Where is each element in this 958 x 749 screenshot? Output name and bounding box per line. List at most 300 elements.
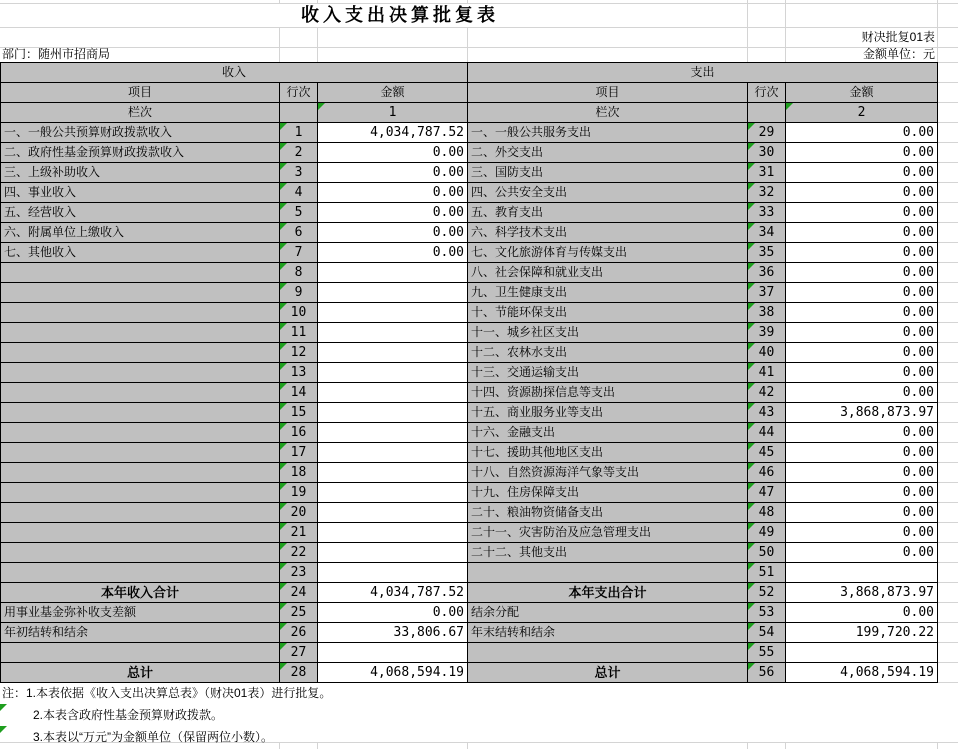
gridline xyxy=(279,47,280,62)
income-item-cell[interactable]: 七、其他收入 xyxy=(1,243,280,263)
income-item-cell[interactable] xyxy=(1,283,280,303)
expense-amount-cell[interactable]: 0.00 xyxy=(786,243,938,263)
flag-triangle-icon xyxy=(280,423,287,430)
flag-triangle-icon xyxy=(280,443,287,450)
flag-triangle-icon xyxy=(280,603,287,610)
expense-amount-cell[interactable]: 0.00 xyxy=(786,363,938,383)
gridline xyxy=(937,482,958,483)
income-item-col-header[interactable]: 项目 xyxy=(1,83,280,103)
income-line-cell[interactable]: 17 xyxy=(280,443,318,463)
income-line-cell[interactable]: 19 xyxy=(280,483,318,503)
expense-amount-cell[interactable]: 0.00 xyxy=(786,163,938,183)
expense-amount-cell[interactable]: 0.00 xyxy=(786,123,938,143)
flag-triangle-icon xyxy=(280,583,287,590)
expense-item-cell[interactable]: 十四、资源勘探信息等支出 xyxy=(468,383,748,403)
income-item-cell[interactable]: 年初结转和结余 xyxy=(1,623,280,643)
income-line-cell[interactable]: 14 xyxy=(280,383,318,403)
income-item-cell[interactable]: 二、政府性基金预算财政拨款收入 xyxy=(1,143,280,163)
income-line-cell[interactable]: 2 xyxy=(280,143,318,163)
flag-triangle-icon xyxy=(748,203,755,210)
expense-section-header[interactable]: 支出 xyxy=(468,63,938,83)
expense-line-cell[interactable]: 56 xyxy=(748,663,786,683)
expense-item-cell[interactable]: 七、文化旅游体育与传媒支出 xyxy=(468,243,748,263)
income-amount-cell[interactable] xyxy=(318,643,468,663)
gridline xyxy=(937,322,958,323)
expense-line-cell[interactable]: 32 xyxy=(748,183,786,203)
income-line-cell[interactable]: 8 xyxy=(280,263,318,283)
expense-line-cell[interactable]: 36 xyxy=(748,263,786,283)
income-line-cell[interactable]: 10 xyxy=(280,303,318,323)
income-section-header[interactable]: 收入 xyxy=(1,63,468,83)
flag-triangle-icon xyxy=(0,704,7,711)
income-item-cell[interactable] xyxy=(1,443,280,463)
income-item-cell[interactable] xyxy=(1,543,280,563)
flag-triangle-icon xyxy=(280,183,287,190)
income-line-col-header[interactable]: 行次 xyxy=(280,83,318,103)
expense-item-cell[interactable]: 十、节能环保支出 xyxy=(468,303,748,323)
expense-amount-cell[interactable]: 0.00 xyxy=(786,443,938,463)
gridline xyxy=(937,27,938,47)
income-amount-cell[interactable]: 4,034,787.52 xyxy=(318,123,468,143)
expense-item-cell[interactable]: 年末结转和结余 xyxy=(468,623,748,643)
gridline xyxy=(317,47,318,62)
expense-line-cell[interactable]: 37 xyxy=(748,283,786,303)
flag-triangle-icon xyxy=(280,303,287,310)
gridline xyxy=(785,27,786,47)
expense-amount-cell[interactable]: 0.00 xyxy=(786,423,938,443)
flag-triangle-icon xyxy=(280,263,287,270)
flag-triangle-icon xyxy=(748,123,755,130)
income-amount-cell[interactable]: 0.00 xyxy=(318,203,468,223)
gridline xyxy=(937,602,958,603)
expense-item-cell[interactable]: 十五、商业服务业等支出 xyxy=(468,403,748,423)
income-line-cell[interactable]: 25 xyxy=(280,603,318,623)
expense-item-cell[interactable]: 十六、金融支出 xyxy=(468,423,748,443)
expense-line-cell[interactable]: 43 xyxy=(748,403,786,423)
flag-triangle-icon xyxy=(280,503,287,510)
expense-line-cell[interactable]: 55 xyxy=(748,643,786,663)
gridline xyxy=(937,202,958,203)
expense-amount-cell[interactable]: 0.00 xyxy=(786,543,938,563)
income-line-cell[interactable]: 20 xyxy=(280,503,318,523)
expense-item-cell[interactable]: 八、社会保障和就业支出 xyxy=(468,263,748,283)
expense-line-cell[interactable]: 40 xyxy=(748,343,786,363)
expense-line-cell[interactable]: 38 xyxy=(748,303,786,323)
expense-amount-cell[interactable]: 0.00 xyxy=(786,143,938,163)
expense-item-cell[interactable]: 十九、住房保障支出 xyxy=(468,483,748,503)
expense-item-cell[interactable]: 结余分配 xyxy=(468,603,748,623)
expense-item-cell[interactable]: 十二、农林水支出 xyxy=(468,343,748,363)
expense-item-cell[interactable]: 六、科学技术支出 xyxy=(468,223,748,243)
flag-triangle-icon xyxy=(786,103,793,110)
gridline xyxy=(937,462,958,463)
flag-triangle-icon xyxy=(280,403,287,410)
income-line-cell[interactable]: 13 xyxy=(280,363,318,383)
income-item-cell[interactable] xyxy=(1,343,280,363)
flag-triangle-icon xyxy=(748,303,755,310)
gridline xyxy=(937,222,958,223)
income-amount-cell[interactable] xyxy=(318,423,468,443)
expense-item-cell[interactable]: 十八、自然资源海洋气象等支出 xyxy=(468,463,748,483)
flag-triangle-icon xyxy=(280,523,287,530)
income-line-cell[interactable]: 4 xyxy=(280,183,318,203)
expense-line-cell[interactable]: 33 xyxy=(748,203,786,223)
expense-amount-cell[interactable]: 0.00 xyxy=(786,503,938,523)
income-line-cell[interactable]: 1 xyxy=(280,123,318,143)
flag-triangle-icon xyxy=(748,523,755,530)
income-line-cell[interactable]: 24 xyxy=(280,583,318,603)
note-line[interactable]: 3.本表以“万元”为金额单位（保留两位小数）。 xyxy=(33,730,274,744)
income-amount-cell[interactable] xyxy=(318,343,468,363)
income-item-cell[interactable] xyxy=(1,323,280,343)
income-amount-cell[interactable]: 0.00 xyxy=(318,603,468,623)
flag-triangle-icon xyxy=(748,543,755,550)
expense-item-cell[interactable]: 二、外交支出 xyxy=(468,143,748,163)
note-line[interactable]: 注：1.本表依据《收入支出决算总表》（财决01表）进行批复。 xyxy=(2,686,332,700)
flag-triangle-icon xyxy=(318,103,325,110)
income-line-cell[interactable]: 23 xyxy=(280,563,318,583)
income-amount-cell[interactable] xyxy=(318,303,468,323)
flag-triangle-icon xyxy=(280,223,287,230)
expense-item-cell[interactable]: 十三、交通运输支出 xyxy=(468,363,748,383)
income-amount-cell[interactable] xyxy=(318,383,468,403)
gridline xyxy=(937,82,958,83)
gridline xyxy=(937,662,958,663)
flag-triangle-icon xyxy=(748,383,755,390)
expense-item-cell[interactable]: 一、一般公共服务支出 xyxy=(468,123,748,143)
flag-triangle-icon xyxy=(748,363,755,370)
flag-triangle-icon xyxy=(748,243,755,250)
income-lanci-cell[interactable]: 栏次 xyxy=(1,103,280,123)
gridline xyxy=(785,47,786,62)
income-item-cell[interactable] xyxy=(1,463,280,483)
gridline xyxy=(937,382,958,383)
expense-amount-cell[interactable]: 0.00 xyxy=(786,463,938,483)
expense-line-cell[interactable]: 46 xyxy=(748,463,786,483)
income-amount-cell[interactable]: 0.00 xyxy=(318,163,468,183)
gridline xyxy=(937,342,958,343)
expense-amount-cell[interactable]: 0.00 xyxy=(786,203,938,223)
income-line-cell[interactable]: 22 xyxy=(280,543,318,563)
expense-line-cell[interactable]: 51 xyxy=(748,563,786,583)
expense-line-cell[interactable]: 42 xyxy=(748,383,786,403)
gridline xyxy=(279,27,280,47)
flag-triangle-icon xyxy=(280,463,287,470)
expense-line-cell[interactable]: 34 xyxy=(748,223,786,243)
flag-triangle-icon xyxy=(280,383,287,390)
income-amount-cell[interactable] xyxy=(318,363,468,383)
flag-triangle-icon xyxy=(748,503,755,510)
gridline xyxy=(785,742,786,749)
flag-triangle-icon xyxy=(748,263,755,270)
expense-amount-cell[interactable]: 0.00 xyxy=(786,603,938,623)
expense-item-cell[interactable]: 十七、援助其他地区支出 xyxy=(468,443,748,463)
gridline xyxy=(937,522,958,523)
flag-triangle-icon xyxy=(748,143,755,150)
income-item-cell[interactable] xyxy=(1,423,280,443)
gridline xyxy=(937,442,958,443)
flag-triangle-icon xyxy=(280,563,287,570)
expense-line-cell[interactable]: 45 xyxy=(748,443,786,463)
expense-line-cell[interactable]: 48 xyxy=(748,503,786,523)
expense-item-cell[interactable]: 二十二、其他支出 xyxy=(468,543,748,563)
income-item-cell[interactable] xyxy=(1,643,280,663)
expense-line-cell[interactable]: 52 xyxy=(748,583,786,603)
expense-line-cell[interactable]: 53 xyxy=(748,603,786,623)
gridline xyxy=(937,562,958,563)
income-amount-cell[interactable]: 0.00 xyxy=(318,223,468,243)
income-amount-cell[interactable] xyxy=(318,523,468,543)
flag-triangle-icon xyxy=(748,463,755,470)
income-item-cell[interactable] xyxy=(1,263,280,283)
gridline xyxy=(467,27,468,47)
income-amount-cell[interactable] xyxy=(318,443,468,463)
gridline xyxy=(747,27,748,47)
income-amount-cell[interactable]: 0.00 xyxy=(318,183,468,203)
flag-triangle-icon xyxy=(748,403,755,410)
expense-item-cell[interactable]: 四、公共安全支出 xyxy=(468,183,748,203)
income-amount-cell[interactable] xyxy=(318,563,468,583)
flag-triangle-icon xyxy=(0,726,7,733)
income-item-cell[interactable] xyxy=(1,503,280,523)
gridline xyxy=(747,47,748,62)
flag-triangle-icon xyxy=(280,283,287,290)
income-line-cell[interactable]: 28 xyxy=(280,663,318,683)
gridline xyxy=(937,162,958,163)
income-amount-cell[interactable]: 0.00 xyxy=(318,243,468,263)
expense-amount-cell[interactable]: 0.00 xyxy=(786,383,938,403)
gridline xyxy=(937,542,958,543)
expense-amount-cell[interactable]: 0.00 xyxy=(786,183,938,203)
expense-item-cell[interactable]: 总计 xyxy=(468,663,748,683)
expense-line-cell[interactable]: 49 xyxy=(748,523,786,543)
flag-triangle-icon xyxy=(748,443,755,450)
flag-triangle-icon xyxy=(280,323,287,330)
income-line-cell[interactable]: 9 xyxy=(280,283,318,303)
income-item-cell[interactable]: 本年收入合计 xyxy=(1,583,280,603)
flag-triangle-icon xyxy=(280,363,287,370)
income-item-cell[interactable]: 六、附属单位上缴收入 xyxy=(1,223,280,243)
flag-triangle-icon xyxy=(748,623,755,630)
income-line-cell[interactable]: 21 xyxy=(280,523,318,543)
budget-table xyxy=(0,62,938,683)
expense-line-cell[interactable]: 31 xyxy=(748,163,786,183)
expense-amount-cell[interactable]: 4,068,594.19 xyxy=(786,663,938,683)
expense-amount-cell[interactable]: 0.00 xyxy=(786,343,938,363)
expense-amount-cell[interactable] xyxy=(786,563,938,583)
income-item-cell[interactable] xyxy=(1,363,280,383)
expense-line-cell[interactable]: 30 xyxy=(748,143,786,163)
flag-triangle-icon xyxy=(748,563,755,570)
gridline xyxy=(937,302,958,303)
gridline xyxy=(937,47,938,62)
expense-line-cell[interactable]: 44 xyxy=(748,423,786,443)
expense-amount-cell[interactable]: 3,868,873.97 xyxy=(786,583,938,603)
sheet-title: 收入支出决算批复表 xyxy=(301,5,499,25)
income-item-cell[interactable] xyxy=(1,523,280,543)
flag-triangle-icon xyxy=(748,643,755,650)
expense-line-cell[interactable]: 41 xyxy=(748,363,786,383)
flag-triangle-icon xyxy=(280,483,287,490)
flag-triangle-icon xyxy=(748,223,755,230)
income-item-cell[interactable]: 用事业基金弥补收支差额 xyxy=(1,603,280,623)
gridline xyxy=(937,582,958,583)
income-item-cell[interactable] xyxy=(1,483,280,503)
gridline xyxy=(937,502,958,503)
income-col-number-cell[interactable]: 1 xyxy=(318,103,468,123)
gridline xyxy=(937,422,958,423)
gridline xyxy=(467,742,468,749)
income-lanci-blank-cell[interactable] xyxy=(280,103,318,123)
flag-triangle-icon xyxy=(748,603,755,610)
expense-amount-cell[interactable]: 0.00 xyxy=(786,483,938,503)
flag-triangle-icon xyxy=(748,183,755,190)
income-item-cell[interactable] xyxy=(1,383,280,403)
gridline xyxy=(937,622,958,623)
expense-item-cell[interactable]: 五、教育支出 xyxy=(468,203,748,223)
expense-item-cell[interactable]: 三、国防支出 xyxy=(468,163,748,183)
expense-line-cell[interactable]: 47 xyxy=(748,483,786,503)
flag-triangle-icon xyxy=(748,423,755,430)
flag-triangle-icon xyxy=(280,343,287,350)
income-amount-cell[interactable] xyxy=(318,503,468,523)
gridline xyxy=(279,742,280,749)
expense-line-cell[interactable]: 50 xyxy=(748,543,786,563)
flag-triangle-icon xyxy=(280,643,287,650)
income-amount-cell[interactable]: 4,068,594.19 xyxy=(318,663,468,683)
flag-triangle-icon xyxy=(280,663,287,670)
income-item-cell[interactable]: 总计 xyxy=(1,663,280,683)
income-item-cell[interactable] xyxy=(1,563,280,583)
income-amount-cell[interactable] xyxy=(318,323,468,343)
expense-line-cell[interactable]: 29 xyxy=(748,123,786,143)
flag-triangle-icon xyxy=(748,583,755,590)
flag-triangle-icon xyxy=(280,123,287,130)
expense-lanci-cell[interactable]: 栏次 xyxy=(468,103,748,123)
income-line-cell[interactable]: 7 xyxy=(280,243,318,263)
flag-triangle-icon xyxy=(280,203,287,210)
expense-col-number-cell[interactable]: 2 xyxy=(786,103,938,123)
income-line-cell[interactable]: 5 xyxy=(280,203,318,223)
flag-triangle-icon xyxy=(280,243,287,250)
income-item-cell[interactable]: 五、经营收入 xyxy=(1,203,280,223)
income-line-cell[interactable]: 6 xyxy=(280,223,318,243)
income-item-cell[interactable]: 一、一般公共预算财政拨款收入 xyxy=(1,123,280,143)
income-amount-cell[interactable]: 4,034,787.52 xyxy=(318,583,468,603)
flag-triangle-icon xyxy=(748,483,755,490)
flag-triangle-icon xyxy=(280,143,287,150)
income-amount-cell[interactable] xyxy=(318,543,468,563)
income-item-cell[interactable] xyxy=(1,403,280,423)
income-line-cell[interactable]: 12 xyxy=(280,343,318,363)
expense-amount-cell[interactable] xyxy=(786,643,938,663)
expense-line-cell[interactable]: 39 xyxy=(748,323,786,343)
gridline xyxy=(937,282,958,283)
flag-triangle-icon xyxy=(280,623,287,630)
income-item-cell[interactable]: 三、上级补助收入 xyxy=(1,163,280,183)
income-amount-cell[interactable] xyxy=(318,403,468,423)
gridline xyxy=(0,47,958,48)
income-line-cell[interactable]: 27 xyxy=(280,643,318,663)
income-line-cell[interactable]: 18 xyxy=(280,463,318,483)
gridline xyxy=(937,682,958,683)
income-line-cell[interactable]: 3 xyxy=(280,163,318,183)
expense-item-cell[interactable]: 本年支出合计 xyxy=(468,583,748,603)
gridline xyxy=(937,742,938,749)
expense-line-col-header[interactable]: 行次 xyxy=(748,83,786,103)
note-line[interactable]: 2.本表含政府性基金预算财政拨款。 xyxy=(33,708,224,722)
gridline xyxy=(937,242,958,243)
income-amount-cell[interactable]: 33,806.67 xyxy=(318,623,468,643)
expense-line-cell[interactable]: 54 xyxy=(748,623,786,643)
expense-amount-cell[interactable]: 199,720.22 xyxy=(786,623,938,643)
income-item-cell[interactable] xyxy=(1,303,280,323)
expense-line-cell[interactable]: 35 xyxy=(748,243,786,263)
flag-triangle-icon xyxy=(748,163,755,170)
expense-amount-cell[interactable]: 0.00 xyxy=(786,263,938,283)
form-code-label: 财决批复01表 xyxy=(861,30,935,44)
income-amount-cell[interactable] xyxy=(318,463,468,483)
expense-amount-cell[interactable]: 0.00 xyxy=(786,523,938,543)
expense-item-cell[interactable] xyxy=(468,643,748,663)
gridline xyxy=(937,102,958,103)
unit-label: 金额单位：元 xyxy=(862,47,935,61)
flag-triangle-icon xyxy=(748,663,755,670)
expense-amount-cell[interactable]: 3,868,873.97 xyxy=(786,403,938,423)
flag-triangle-icon xyxy=(748,323,755,330)
income-item-cell[interactable]: 四、事业收入 xyxy=(1,183,280,203)
gridline xyxy=(937,122,958,123)
flag-triangle-icon xyxy=(748,283,755,290)
gridline xyxy=(937,362,958,363)
expense-amount-cell[interactable]: 0.00 xyxy=(786,283,938,303)
expense-item-cell[interactable]: 二十一、灾害防治及应急管理支出 xyxy=(468,523,748,543)
gridline xyxy=(937,642,958,643)
gridline xyxy=(747,742,748,749)
gridline xyxy=(937,142,958,143)
expense-amount-cell[interactable]: 0.00 xyxy=(786,223,938,243)
expense-item-cell[interactable] xyxy=(468,563,748,583)
income-amount-col-header[interactable]: 金额 xyxy=(318,83,468,103)
gridline xyxy=(317,742,318,749)
gridline xyxy=(317,27,318,47)
expense-amount-cell[interactable]: 0.00 xyxy=(786,323,938,343)
expense-item-cell[interactable]: 二十、粮油物资储备支出 xyxy=(468,503,748,523)
income-line-cell[interactable]: 11 xyxy=(280,323,318,343)
gridline xyxy=(467,47,468,62)
income-amount-cell[interactable] xyxy=(318,263,468,283)
income-line-cell[interactable]: 15 xyxy=(280,403,318,423)
income-amount-cell[interactable] xyxy=(318,283,468,303)
flag-triangle-icon xyxy=(748,343,755,350)
income-amount-cell[interactable]: 0.00 xyxy=(318,143,468,163)
expense-amount-cell[interactable]: 0.00 xyxy=(786,303,938,323)
expense-amount-col-header[interactable]: 金额 xyxy=(786,83,938,103)
income-line-cell[interactable]: 16 xyxy=(280,423,318,443)
department-label: 部门：随州市招商局 xyxy=(2,47,111,61)
expense-item-cell[interactable]: 十一、城乡社区支出 xyxy=(468,323,748,343)
income-line-cell[interactable]: 26 xyxy=(280,623,318,643)
income-amount-cell[interactable] xyxy=(318,483,468,503)
gridline xyxy=(937,262,958,263)
expense-item-col-header[interactable]: 项目 xyxy=(468,83,748,103)
expense-lanci-blank-cell[interactable] xyxy=(748,103,786,123)
expense-item-cell[interactable]: 九、卫生健康支出 xyxy=(468,283,748,303)
flag-triangle-icon xyxy=(280,543,287,550)
gridline xyxy=(937,182,958,183)
gridline xyxy=(937,3,938,27)
gridline xyxy=(0,27,958,28)
